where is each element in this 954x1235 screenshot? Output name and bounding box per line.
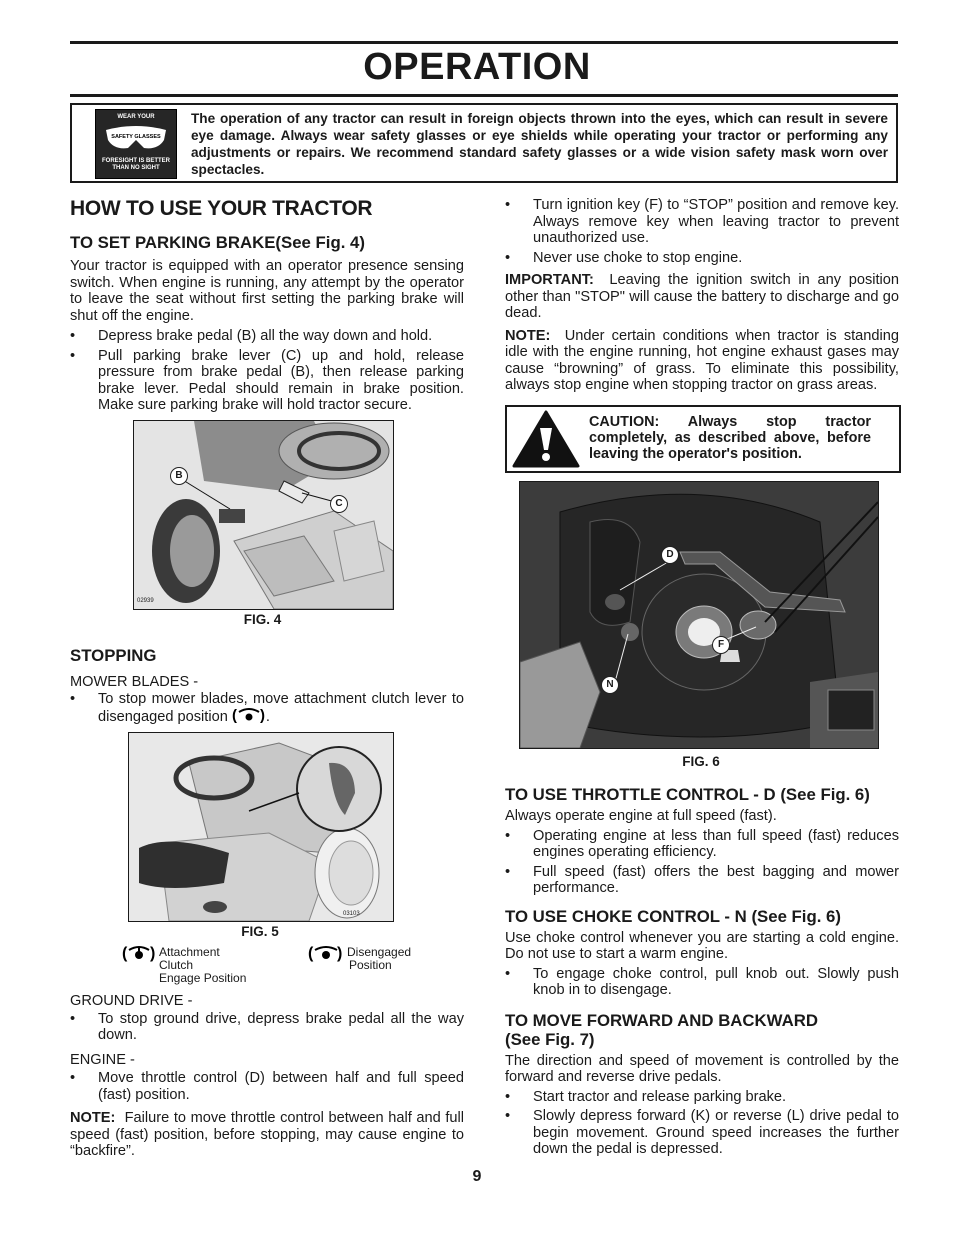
- section-heading-how-to-use: HOW TO USE YOUR TRACTOR: [70, 197, 373, 220]
- bullet-text: Start tractor and release parking brake.: [533, 1088, 787, 1105]
- list-item: • Turn ignition key (F) to “STOP” position and remove key. Always remove key when leaving tractor to prevent unauthorized use.: [505, 197, 899, 246]
- list-item: • To stop mower blades, move attachment clutch lever to disengaged position ( ) .: [70, 691, 464, 728]
- svg-text:): ): [259, 707, 265, 723]
- list-item: • To stop ground drive, depress brake pedal all the way down.: [70, 1010, 464, 1043]
- heading-line: (See Fig. 7): [505, 1029, 595, 1049]
- stopping-section-continued: [70, 993, 464, 1160]
- throttle-intro: Always operate engine at full speed (fast).: [505, 808, 777, 824]
- bullet-text: To stop ground drive, depress brake pedal all the way down.: [98, 1010, 464, 1043]
- important-label: IMPORTANT:: [505, 272, 594, 288]
- tractor-brake-illustration: [134, 421, 393, 609]
- bullet-text: Operating engine at less than full speed (fast) reduces engines operating efficiency.: [533, 827, 899, 860]
- list-item: • Move throttle control (D) between half and full speed (fast) position.: [70, 1070, 464, 1103]
- throttle-heading: TO USE THROTTLE CONTROL - D (See Fig. 6): [505, 785, 870, 804]
- engine-label: ENGINE -: [70, 1051, 135, 1068]
- figure-5-caption: FIG. 5: [241, 924, 279, 939]
- list-item: • Start tractor and release parking brake.: [505, 1088, 787, 1105]
- callout-b: B: [170, 467, 188, 485]
- disengage-legend-text: [347, 946, 411, 972]
- list-item: • Depress brake pedal (B) all the way down and hold.: [70, 328, 433, 344]
- page-number: 9: [472, 1168, 482, 1185]
- note-text: Under certain conditions when tractor is standing idle with the engine running, hot engine exhaust gases may cause “browning” of grass. To eliminate this possibility, always stop engine when stopping tractor on grass areas.: [505, 327, 899, 393]
- bullet-end: .: [265, 709, 270, 726]
- stopping-heading: STOPPING: [70, 646, 157, 665]
- list-item: • To engage choke control, pull knob out. Slowly push knob in to disengage.: [505, 965, 899, 998]
- right-column: [505, 197, 899, 394]
- svg-text:(: (: [308, 945, 314, 962]
- legend-line: Disengaged: [347, 945, 412, 959]
- callout-d: D: [661, 546, 679, 564]
- warning-triangle-icon: [512, 410, 580, 468]
- choke-intro: Use choke control whenever you are starting a cold engine. Do not use to start a warm engine.: [505, 929, 899, 962]
- caution-text: CAUTION: Always stop tractor completely, as described above, before leaving the operator's position.: [589, 414, 871, 462]
- important-text: Leaving the ignition switch in any position other than "STOP" will cause the battery to discharge and go dead.: [505, 272, 900, 321]
- list-item: • Full speed (fast) offers the best bagging and mower performance.: [505, 863, 899, 896]
- top-rule: [70, 41, 898, 44]
- figure-6-image: [519, 481, 879, 749]
- tractor-dash-illustration: [520, 482, 878, 748]
- controls-section: [505, 785, 899, 1158]
- engage-legend-text: [159, 946, 246, 985]
- bullet-text: Pull parking brake lever (C) up and hold, release pressure from brake pedal (B), then release parking brake lever. Pedal should remain in brake position. Make sure parking brake will hold tractor secure.: [98, 347, 464, 413]
- bullet-text: Slowly depress forward (K) or reverse (L) drive pedal to begin movement. Ground speed increases the further down the pedal is depressed.: [533, 1108, 899, 1157]
- parking-brake-heading: TO SET PARKING BRAKE(See Fig. 4): [70, 233, 365, 252]
- tractor-clutch-illustration: [129, 733, 393, 921]
- heading-line: TO MOVE FORWARD AND BACKWARD: [505, 1010, 818, 1030]
- legend-line: Engage Position: [159, 971, 247, 985]
- figure-6-caption: FIG. 6: [682, 754, 720, 769]
- note-label: NOTE:: [70, 1110, 116, 1126]
- bullet-text: Depress brake pedal (B) all the way down and hold.: [98, 328, 433, 344]
- svg-text:(: (: [231, 707, 237, 723]
- disengaged-symbol-icon: [232, 707, 266, 728]
- icon-text-4: THAN NO SIGHT: [112, 165, 160, 171]
- svg-text:(: (: [122, 945, 128, 962]
- bullet-text: Never use choke to stop engine.: [533, 249, 743, 266]
- icon-text-2: SAFETY GLASSES: [111, 134, 161, 140]
- callout-f: F: [712, 636, 730, 654]
- icon-text-3: FORESIGHT IS BETTER: [101, 158, 170, 164]
- choke-heading: TO USE CHOKE CONTROL - N (See Fig. 6): [505, 906, 841, 926]
- callout-c: C: [330, 495, 348, 513]
- forward-backward-heading: [505, 1011, 899, 1049]
- figure-code: 03103: [343, 911, 360, 917]
- safety-warning-box: [70, 103, 898, 183]
- bullet-text: To stop mower blades, move attachment clutch lever to disengaged position: [98, 690, 464, 726]
- list-item: • Slowly depress forward (K) or reverse (L) drive pedal to begin movement. Ground speed increases the further down the pedal is depressed.: [505, 1108, 899, 1157]
- figure-code: 02939: [137, 598, 154, 604]
- legend-line: Clutch: [159, 958, 194, 972]
- bullet-text: To engage choke control, pull knob out. Slowly push knob in to disengage.: [533, 965, 899, 998]
- legend-line: Position: [349, 958, 392, 972]
- note-label: NOTE:: [505, 327, 551, 344]
- list-item: • Never use choke to stop engine.: [505, 249, 743, 266]
- warning-text: The operation of any tractor can result in foreign objects thrown into the eyes, which can result in severe eye damage. Always wear safety glasses or eye shields while operating your tractor or performing any adjustments or repairs. We recommend standard safety glasses or a wide vision safety mask worn over spectacles.: [191, 111, 888, 177]
- bullet-text: Turn ignition key (F) to “STOP” position and remove key. Always remove key when leaving tractor to prevent unauthorized use.: [533, 197, 899, 246]
- list-item: • Pull parking brake lever (C) up and hold, release pressure from brake pedal (B), then release parking brake lever. Pedal should remain in brake position. Make sure parking brake will hold tractor secure.: [70, 347, 464, 413]
- page-title: OPERATION: [363, 46, 591, 88]
- safety-glasses-icon: [95, 109, 177, 179]
- bullet-text: Move throttle control (D) between half and full speed (fast) position.: [98, 1070, 464, 1103]
- callout-n: N: [601, 676, 619, 694]
- figure-4-image: [133, 420, 394, 610]
- title-rule: [70, 94, 898, 97]
- important-paragraph: [505, 272, 899, 322]
- icon-text-1: WEAR YOUR: [117, 114, 155, 120]
- svg-text:): ): [150, 945, 156, 962]
- disengaged-position-symbol-icon: [308, 944, 344, 967]
- glasses-graphic-icon: [102, 124, 170, 154]
- list-item: • Operating engine at less than full speed (fast) reduces engines operating efficiency.: [505, 827, 899, 860]
- engage-position-symbol-icon: [122, 944, 156, 967]
- stopping-section: [70, 646, 464, 728]
- note-text: Failure to move throttle control between half and full speed (fast) position, before stopping, may cause engine to “backfire”.: [70, 1110, 465, 1159]
- parking-brake-intro: Your tractor is equipped with an operator presence sensing switch. When engine is running, any attempt by the operator to leave the seat without first setting the parking brake will shut off the engine.: [70, 258, 464, 324]
- left-column: [70, 197, 464, 414]
- caution-box: [505, 405, 901, 473]
- svg-text:): ): [337, 945, 343, 962]
- figure-5-image: [128, 732, 394, 922]
- legend-line: Attachment: [159, 945, 220, 959]
- forward-intro: The direction and speed of movement is controlled by the forward and reverse drive pedals.: [505, 1052, 899, 1085]
- exhaust-note: [505, 328, 899, 394]
- ground-drive-label: GROUND DRIVE -: [70, 993, 193, 1009]
- bullet-text: Full speed (fast) offers the best bagging and mower performance.: [533, 863, 899, 896]
- figure-4-caption: FIG. 4: [243, 612, 282, 627]
- mower-blades-label: MOWER BLADES -: [70, 674, 199, 690]
- backfire-note: [70, 1110, 464, 1160]
